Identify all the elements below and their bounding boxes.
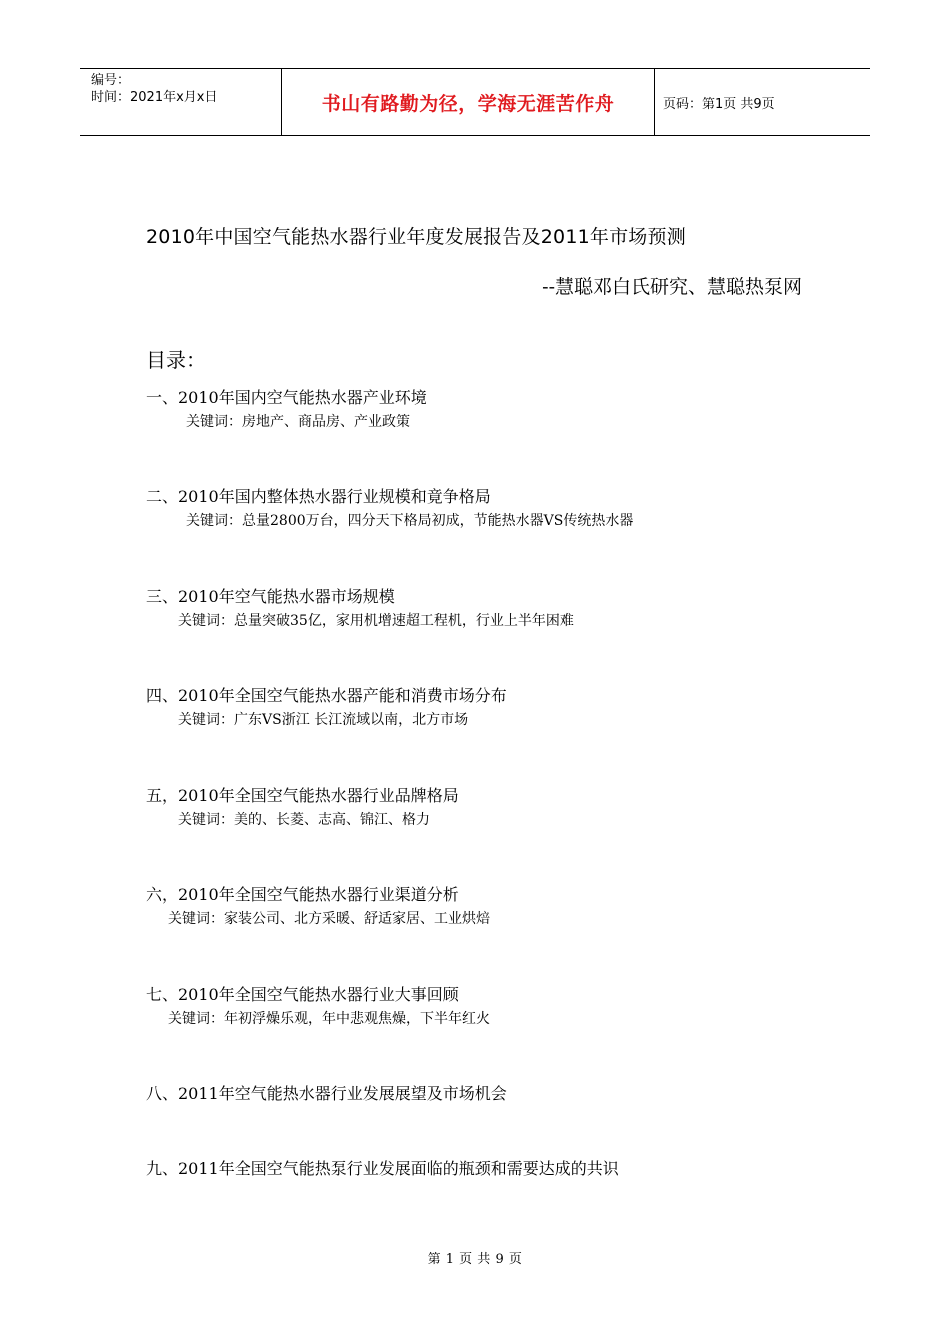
document-time-label: 时间：2021年x月x日 [91, 90, 218, 105]
toc-item-5[interactable]: 五，2010年全国空气能热水器行业品牌格局 [146, 786, 459, 805]
document-subtitle: --慧聪邓白氏研究、慧聪热泵网 [542, 276, 802, 298]
toc-item-4[interactable]: 四、2010年全国空气能热水器产能和消费市场分布 [146, 686, 507, 705]
page-footer: 第 1 页 共 9 页 [427, 1252, 523, 1267]
header-motto-cell [282, 69, 655, 135]
toc-item-7[interactable]: 七、2010年全国空气能热水器行业大事回顾 [146, 985, 459, 1004]
document-number-label: 编号： [91, 73, 131, 88]
header-left-cell [80, 69, 282, 135]
header-motto: 书山有路勤为径，学海无涯苦作舟 [321, 92, 615, 115]
toc-item-9[interactable]: 九、2011年全国空气能热泵行业发展面临的瓶颈和需要达成的共识 [146, 1159, 619, 1178]
toc-keywords-6: 关键词：家装公司、北方采暖、舒适家居、工业烘焙 [168, 911, 490, 927]
page-header [80, 68, 870, 136]
toc-keywords-3: 关键词：总量突破35亿，家用机增速超工程机，行业上半年困难 [178, 613, 574, 629]
toc-heading: 目录： [146, 348, 206, 372]
toc-keywords-4: 关键词：广东VS浙江 长江流域以南，北方市场 [178, 712, 469, 728]
toc-item-2[interactable]: 二、2010年国内整体热水器行业规模和竟争格局 [146, 487, 491, 506]
document-title: 2010年中国空气能热水器行业年度发展报告及2011年市场预测 [146, 226, 686, 248]
toc-keywords-7: 关键词：年初浮燥乐观，年中悲观焦燥，下半年红火 [168, 1011, 490, 1027]
toc-item-1[interactable]: 一、2010年国内空气能热水器产业环境 [146, 388, 427, 407]
header-page-info-cell [655, 69, 870, 135]
toc-keywords-1: 关键词：房地产、商品房、产业政策 [186, 414, 410, 430]
toc-keywords-5: 关键词：美的、长菱、志高、锦江、格力 [178, 812, 430, 828]
toc-item-3[interactable]: 三、2010年空气能热水器市场规模 [146, 587, 395, 606]
header-page-info: 页码：第1页 共9页 [663, 96, 775, 112]
toc-item-8[interactable]: 八、2011年空气能热水器行业发展展望及市场机会 [146, 1084, 507, 1103]
toc-item-6[interactable]: 六，2010年全国空气能热水器行业渠道分析 [146, 885, 459, 904]
toc-keywords-2: 关键词：总量2800万台，四分天下格局初成，节能热水器VS传统热水器 [186, 513, 634, 529]
